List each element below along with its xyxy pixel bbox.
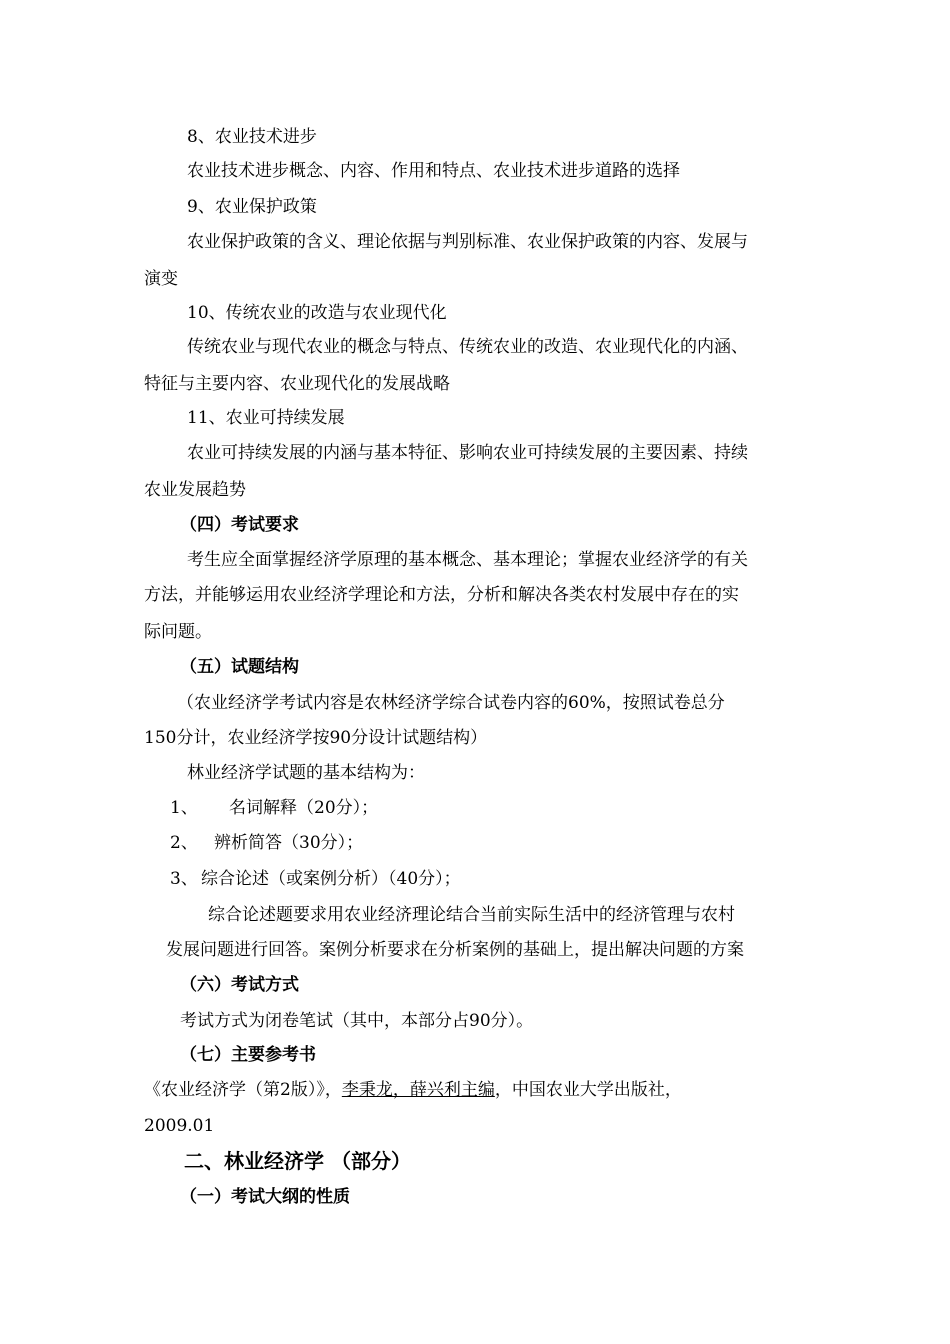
part-2-heading: 二、林业经济学 （部分） <box>184 1149 411 1173</box>
list-item-text: 名词解释（20分）； <box>229 798 379 818</box>
exam-structure-intro: 林业经济学试题的基本结构为： <box>187 763 425 783</box>
list-item-number: 3、 <box>170 869 198 889</box>
exam-structure-note-line1: （农业经济学考试内容是农林经济学综合试卷内容的60%，按照试卷总分 <box>177 693 725 713</box>
exam-requirements-line1: 考生应全面掌握经济学原理的基本概念、基本理论；掌握农业经济学的有关 <box>187 550 748 570</box>
exam-requirements-line3: 际问题。 <box>144 622 212 642</box>
exam-requirements-line2: 方法，并能够运用农业经济学理论和方法，分析和解决各类农村发展中存在的实 <box>144 585 739 605</box>
exam-structure-desc-line2: 发展问题进行回答。案例分析要求在分析案例的基础上，提出解决问题的方案 <box>166 940 744 960</box>
section-11-body-line2: 农业发展趋势 <box>144 480 246 500</box>
reference-authors: 李秉龙，薛兴利主编 <box>341 1080 495 1100</box>
section-10-body-line2: 特征与主要内容、农业现代化的发展战略 <box>144 374 450 394</box>
section-10-body-line1: 传统农业与现代农业的概念与特点、传统农业的改造、农业现代化的内涵、 <box>187 337 748 357</box>
section-9-body-line2: 演变 <box>144 269 178 289</box>
list-item-number: 1、 <box>170 798 198 818</box>
part-2-subheading: （一）考试大纲的性质 <box>180 1187 350 1207</box>
reference-entry <box>144 1079 682 1101</box>
list-item-text: 综合论述（或案例分析）（40分）； <box>201 869 461 889</box>
exam-method-body: 考试方式为闭卷笔试（其中，本部分占90分）。 <box>180 1011 534 1031</box>
exam-structure-desc-line1: 综合论述题要求用农业经济理论结合当前实际生活中的经济管理与农村 <box>208 905 735 925</box>
list-item-number: 2、 <box>170 833 198 853</box>
list-item-text: 辨析简答（30分）； <box>214 833 364 853</box>
exam-requirements-heading: （四）考试要求 <box>180 515 299 535</box>
section-11-title: 11、农业可持续发展 <box>187 408 345 428</box>
section-9-title: 9、农业保护政策 <box>187 197 317 217</box>
section-10-title: 10、传统农业的改造与农业现代化 <box>187 303 447 323</box>
reference-date: 2009.01 <box>144 1116 215 1136</box>
section-9-body-line1: 农业保护政策的含义、理论依据与判别标准、农业保护政策的内容、发展与 <box>187 232 748 252</box>
exam-method-heading: （六）考试方式 <box>180 975 299 995</box>
reference-publisher: ，中国农业大学出版社， <box>494 1080 682 1100</box>
reference-book-title: 《农业经济学（第2版）》， <box>144 1080 342 1100</box>
exam-structure-note-line2: 150分计，农业经济学按90分设计试题结构） <box>144 728 488 748</box>
exam-structure-heading: （五）试题结构 <box>180 657 299 677</box>
section-11-body-line1: 农业可持续发展的内涵与基本特征、影响农业可持续发展的主要因素、持续 <box>187 443 748 463</box>
section-8-body: 农业技术进步概念、内容、作用和特点、农业技术进步道路的选择 <box>187 161 680 181</box>
references-heading: （七）主要参考书 <box>180 1045 316 1065</box>
section-8-title: 8、农业技术进步 <box>187 127 317 147</box>
